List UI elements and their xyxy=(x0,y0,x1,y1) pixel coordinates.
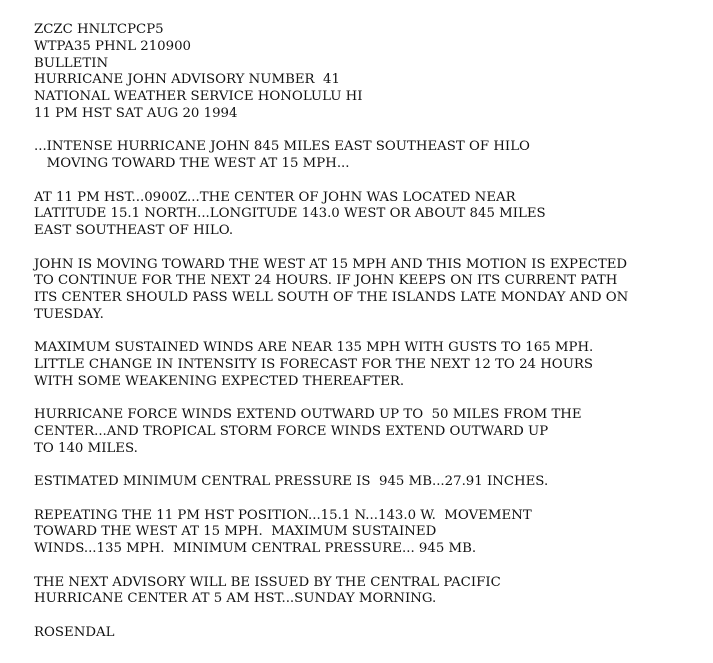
headline-line: MOVING TOWARD THE WEST AT 15 MPH... xyxy=(34,156,350,172)
paragraph-line: LATITUDE 15.1 NORTH...LONGITUDE 143.0 WEST OR ABOUT 845 MILES xyxy=(34,206,546,222)
headline xyxy=(34,139,713,173)
paragraph-line: EAST SOUTHEAST OF HILO. xyxy=(34,223,234,239)
header-line: BULLETIN xyxy=(34,55,109,71)
bulletin-header xyxy=(34,22,713,123)
summary-paragraph xyxy=(34,508,713,558)
motion-paragraph xyxy=(34,257,713,324)
paragraph-line: ESTIMATED MINIMUM CENTRAL PRESSURE IS 945 MB...27.91 INCHES. xyxy=(34,474,549,490)
paragraph-line: THE NEXT ADVISORY WILL BE ISSUED BY THE CENTRAL PACIFIC xyxy=(34,574,501,590)
paragraph-line: TOWARD THE WEST AT 15 MPH. MAXIMUM SUSTAINED xyxy=(34,524,437,540)
position-paragraph xyxy=(34,190,713,240)
paragraph-line: AT 11 PM HST...0900Z...THE CENTER OF JOHN WAS LOCATED NEAR xyxy=(34,189,516,205)
wind-extent-paragraph xyxy=(34,407,713,457)
paragraph-line: JOHN IS MOVING TOWARD THE WEST AT 15 MPH AND THIS MOTION IS EXPECTED xyxy=(34,256,628,272)
pressure-paragraph xyxy=(34,474,713,491)
paragraph-line: HURRICANE FORCE WINDS EXTEND OUTWARD UP TO 50 MILES FROM THE xyxy=(34,407,582,423)
header-line: WTPA35 PHNL 210900 xyxy=(34,38,192,54)
paragraph-line: HURRICANE CENTER AT 5 AM HST...SUNDAY MORNING. xyxy=(34,591,437,607)
headline-line: ...INTENSE HURRICANE JOHN 845 MILES EAST SOUTHEAST OF HILO xyxy=(34,139,530,155)
paragraph-line: LITTLE CHANGE IN INTENSITY IS FORECAST FOR THE NEXT 12 TO 24 HOURS xyxy=(34,357,594,373)
paragraph-line: REPEATING THE 11 PM HST POSITION...15.1 N...143.0 W. MOVEMENT xyxy=(34,507,532,523)
header-line: ZCZC HNLTCPCP5 xyxy=(34,22,164,37)
paragraph-line: WINDS...135 MPH. MINIMUM CENTRAL PRESSURE... 945 MB. xyxy=(34,541,477,557)
paragraph-line: TUESDAY. xyxy=(34,306,104,322)
next-advisory-paragraph xyxy=(34,575,713,609)
forecaster-signature: ROSENDAL xyxy=(34,624,115,640)
advisory-title: HURRICANE JOHN ADVISORY NUMBER 41 xyxy=(34,72,340,88)
advisory-document xyxy=(34,22,713,642)
paragraph-line: ITS CENTER SHOULD PASS WELL SOUTH OF THE ISLANDS LATE MONDAY AND ON xyxy=(34,290,629,306)
paragraph-line: CENTER...AND TROPICAL STORM FORCE WINDS EXTEND OUTWARD UP xyxy=(34,424,549,440)
paragraph-line: MAXIMUM SUSTAINED WINDS ARE NEAR 135 MPH WITH GUSTS TO 165 MPH. xyxy=(34,340,594,356)
paragraph-line: WITH SOME WEAKENING EXPECTED THEREAFTER. xyxy=(34,373,405,389)
paragraph-line: TO CONTINUE FOR THE NEXT 24 HOURS. IF JOHN KEEPS ON ITS CURRENT PATH xyxy=(34,273,618,289)
issuing-office: NATIONAL WEATHER SERVICE HONOLULU HI xyxy=(34,89,363,105)
issue-time: 11 PM HST SAT AUG 20 1994 xyxy=(34,105,238,121)
winds-paragraph xyxy=(34,340,713,390)
paragraph-line: TO 140 MILES. xyxy=(34,440,138,456)
